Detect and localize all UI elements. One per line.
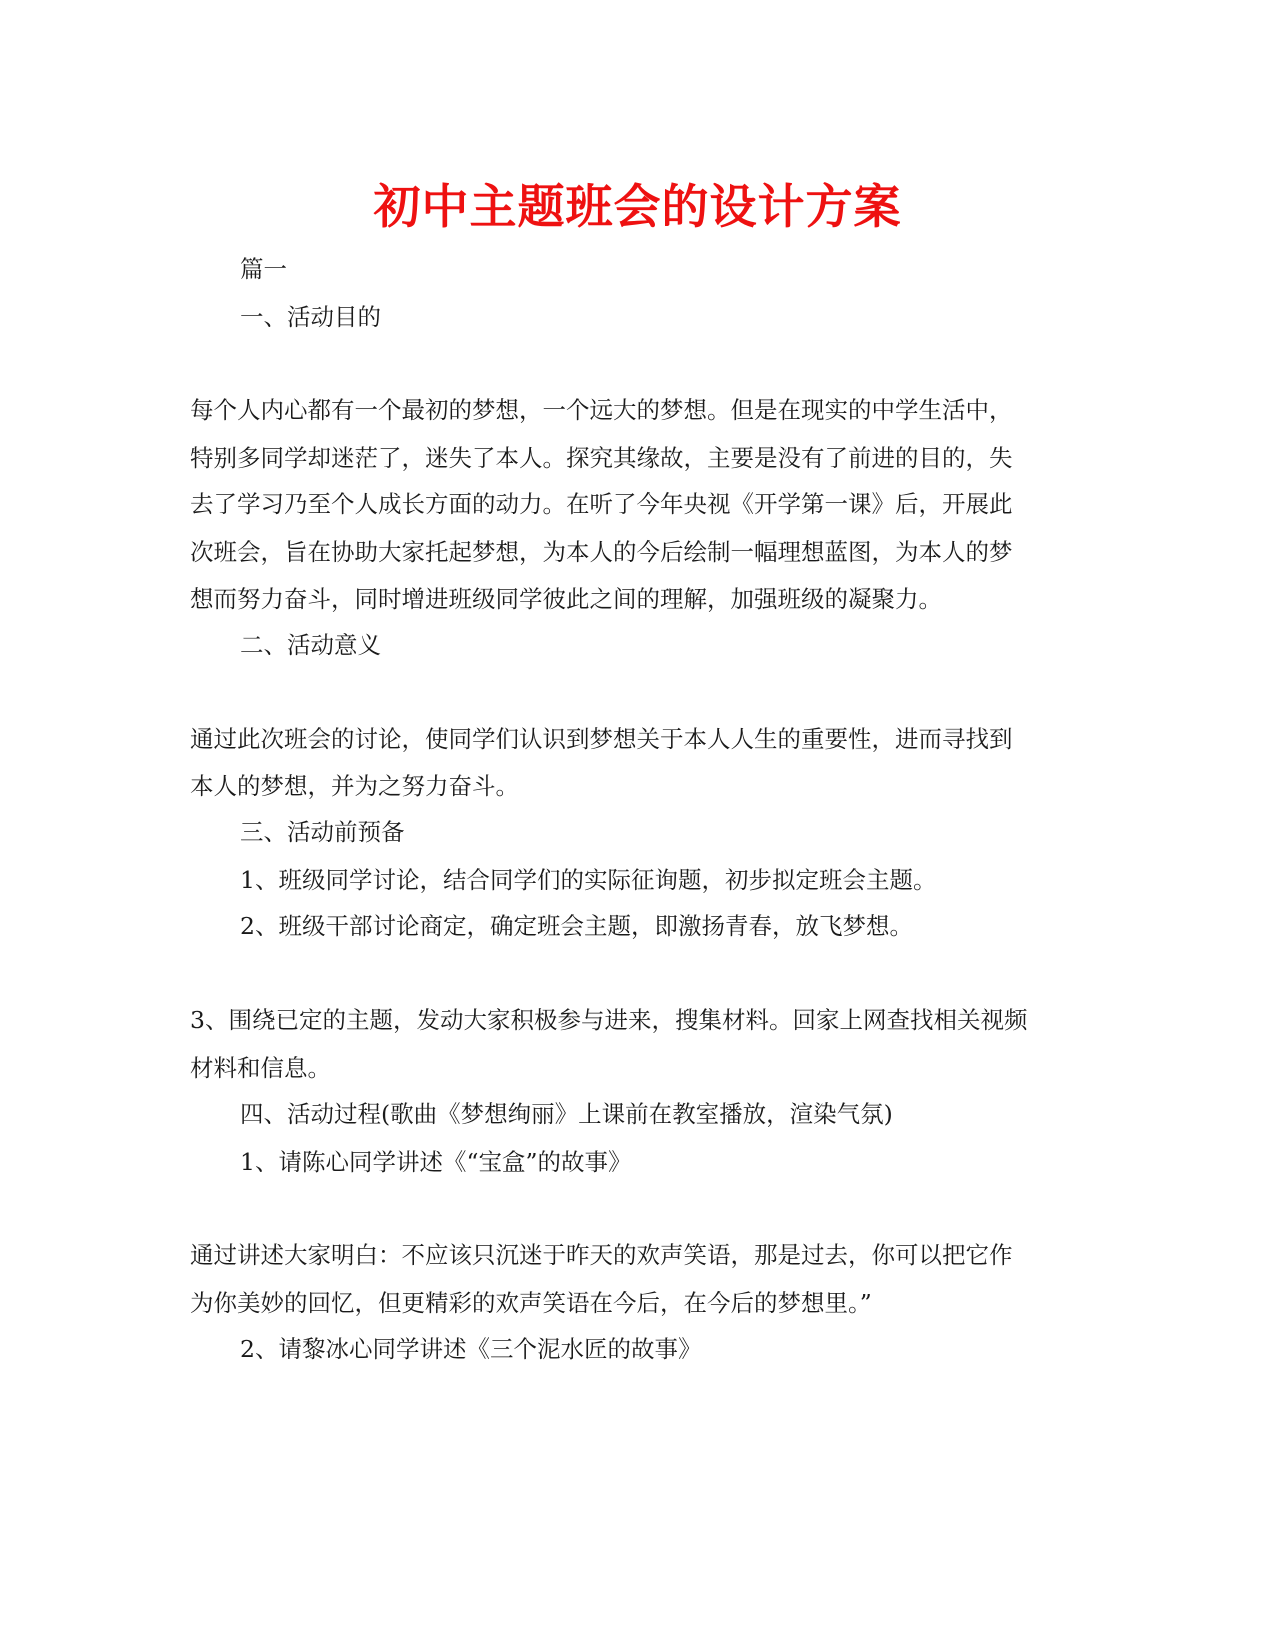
heading-activity-process: 四、活动过程(歌曲《梦想绚丽》上课前在教室播放，渲染气氛) bbox=[240, 1100, 893, 1128]
paragraph-line: 通过讲述大家明白：不应该只沉迷于昨天的欢声笑语，那是过去，你可以把它作 bbox=[190, 1241, 1013, 1269]
list-item: 2、班级干部讨论商定，确定班会主题，即激扬青春，放飞梦想。 bbox=[240, 912, 913, 940]
paragraph-line: 每个人内心都有一个最初的梦想，一个远大的梦想。但是在现实的中学生活中， bbox=[190, 396, 1013, 424]
paragraph-line: 材料和信息。 bbox=[190, 1054, 331, 1082]
paragraph-line: 3、围绕已定的主题，发动大家积极参与进来，搜集材料。回家上网查找相关视频 bbox=[190, 1006, 1028, 1034]
paragraph-line: 为你美妙的回忆，但更精彩的欢声笑语在今后，在今后的梦想里。” bbox=[190, 1289, 872, 1317]
paragraph-line: 本人的梦想，并为之努力奋斗。 bbox=[190, 772, 519, 800]
list-item: 2、请黎冰心同学讲述《三个泥水匠的故事》 bbox=[240, 1335, 702, 1363]
paragraph-line: 特别多同学却迷茫了，迷失了本人。探究其缘故，主要是没有了前进的目的，失 bbox=[190, 444, 1013, 472]
paragraph-line: 去了学习乃至个人成长方面的动力。在听了今年央视《开学第一课》后，开展此 bbox=[190, 490, 1013, 518]
document-title: 初中主题班会的设计方案 bbox=[373, 180, 902, 235]
heading-activity-purpose: 一、活动目的 bbox=[240, 303, 381, 331]
paragraph-line: 通过此次班会的讨论，使同学们认识到梦想关于本人人生的重要性，进而寻找到 bbox=[190, 725, 1013, 753]
list-item: 1、班级同学讨论，结合同学们的实际征询题，初步拟定班会主题。 bbox=[240, 866, 937, 894]
paragraph-line: 想而努力奋斗，同时增进班级同学彼此之间的理解，加强班级的凝聚力。 bbox=[190, 585, 942, 613]
paragraph-line: 次班会，旨在协助大家托起梦想，为本人的今后绘制一幅理想蓝图，为本人的梦 bbox=[190, 538, 1013, 566]
heading-activity-significance: 二、活动意义 bbox=[240, 631, 381, 659]
section-label: 篇一 bbox=[240, 255, 287, 283]
heading-preparation: 三、活动前预备 bbox=[240, 818, 405, 846]
list-item: 1、请陈心同学讲述《“宝盒”的故事》 bbox=[240, 1148, 632, 1176]
